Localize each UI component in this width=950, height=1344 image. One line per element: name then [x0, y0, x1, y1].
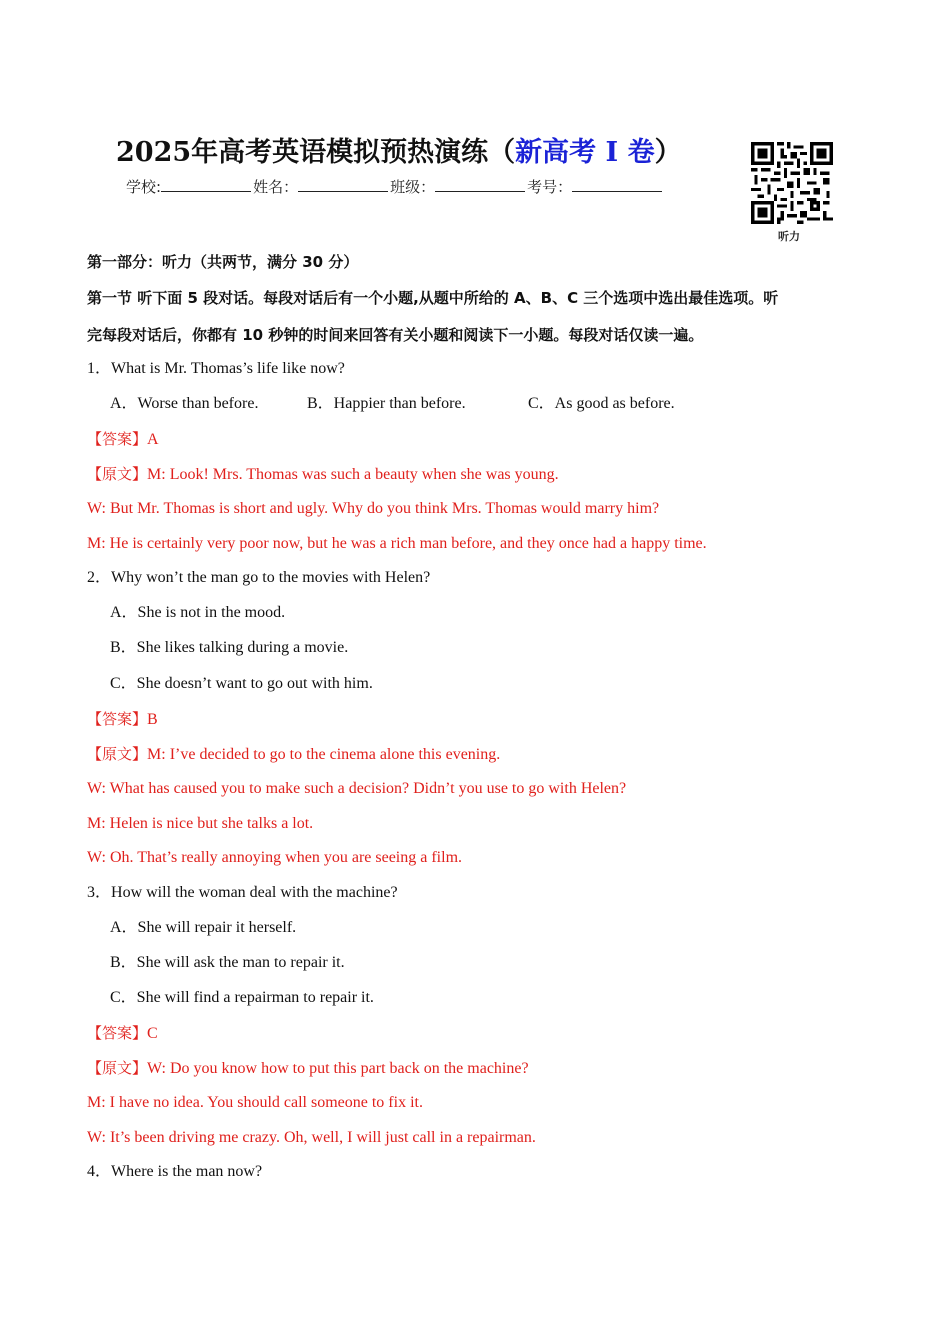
answer-value: A [147, 431, 159, 448]
part-heading: 第一部分：听力（共两节，满分 30 分） [87, 253, 359, 271]
student-info-line [126, 176, 664, 197]
question-text: Why won’t the man go to the movies with Helen? [111, 569, 431, 586]
transcript-text: M: I’ve decided to go to the cinema alone this evening. [147, 746, 501, 763]
name-label: 姓名： [253, 178, 299, 196]
transcript-2-line-2: W: What has caused you to make such a decision? Didn’t you use to go with Helen? [87, 780, 627, 797]
option-a: A．She will repair it herself. [110, 919, 297, 936]
answer-label: 【答案】 [87, 430, 148, 448]
exam-no-label: 考号： [527, 178, 573, 196]
question-4 [87, 1162, 262, 1182]
exam-no-field [572, 177, 662, 192]
question-text: How will the woman deal with the machine? [111, 884, 398, 901]
transcript-3-line-2: M: I have no idea. You should call someone to fix it. [87, 1094, 423, 1111]
answer-2 [87, 709, 158, 730]
answer-1 [87, 429, 159, 450]
title-end: ） [654, 137, 682, 168]
transcript-2-line-4: W: Oh. That’s really annoying when you are seeing a film. [87, 849, 463, 866]
option-b: B．Happier than before. [307, 395, 466, 412]
question-text: Where is the man now? [111, 1163, 263, 1180]
question-number: 2． [87, 569, 112, 586]
option-b: B．She likes talking during a movie. [110, 639, 349, 656]
question-text: What is Mr. Thomas’s life like now? [111, 360, 345, 377]
question-number: 1． [87, 360, 112, 377]
answer-label: 【答案】 [87, 1024, 148, 1042]
answer-label: 【答案】 [87, 710, 148, 728]
instruction-line-2: 完每段对话后，你都有 10 秒钟的时间来回答有关小题和阅读下一小题。每段对话仅读一遍。 [87, 326, 704, 344]
question-2 [87, 568, 430, 588]
transcript-text: M: Look! Mrs. Thomas was such a beauty when she was young. [147, 466, 559, 483]
option-a: A．Worse than before. [110, 395, 259, 412]
answer-3 [87, 1023, 158, 1044]
transcript-2-line-3: M: Helen is nice but she talks a lot. [87, 815, 314, 832]
answer-value: B [147, 711, 158, 728]
instruction-line-1: 第一节 听下面 5 段对话。每段对话后有一个小题,从题中所给的 A、B、C 三个选项中选出最佳选项。听 [87, 289, 779, 307]
transcript-text: W: Do you know how to put this part back on the machine? [147, 1060, 529, 1077]
transcript-label: 【原文】 [87, 745, 148, 763]
school-field [161, 177, 251, 192]
class-label: 班级： [390, 178, 436, 196]
transcript-label: 【原文】 [87, 1059, 148, 1077]
transcript-3-line-3: W: It’s been driving me crazy. Oh, well, I will just call in a repairman. [87, 1129, 536, 1146]
qr-code-icon [751, 142, 833, 224]
transcript-3-line-1 [87, 1058, 529, 1079]
option-c: C．As good as before. [528, 395, 675, 412]
page-title [116, 130, 682, 169]
transcript-2-line-1 [87, 744, 500, 765]
title-highlight: 新高考 I 卷 [515, 137, 655, 168]
question-3 [87, 883, 398, 903]
transcript-1-line-1 [87, 464, 559, 485]
transcript-1-line-2: W: But Mr. Thomas is short and ugly. Why do you think Mrs. Thomas would marry him? [87, 500, 660, 517]
answer-value: C [147, 1025, 158, 1042]
transcript-1-line-3: M: He is certainly very poor now, but he was a rich man before, and they once had a happy time. [87, 535, 707, 552]
transcript-label: 【原文】 [87, 465, 148, 483]
name-field [298, 177, 388, 192]
option-c: C．She doesn’t want to go out with him. [110, 675, 373, 692]
question-1 [87, 359, 345, 379]
question-number: 4． [87, 1163, 112, 1180]
title-main: 2025年高考英语模拟预热演练（ [116, 137, 516, 168]
qr-caption: 听力 [778, 230, 800, 243]
option-b: B．She will ask the man to repair it. [110, 954, 345, 971]
option-a: A．She is not in the mood. [110, 604, 286, 621]
question-number: 3． [87, 884, 112, 901]
option-c: C．She will find a repairman to repair it. [110, 989, 374, 1006]
class-field [435, 177, 525, 192]
school-label: 学校: [126, 178, 162, 196]
